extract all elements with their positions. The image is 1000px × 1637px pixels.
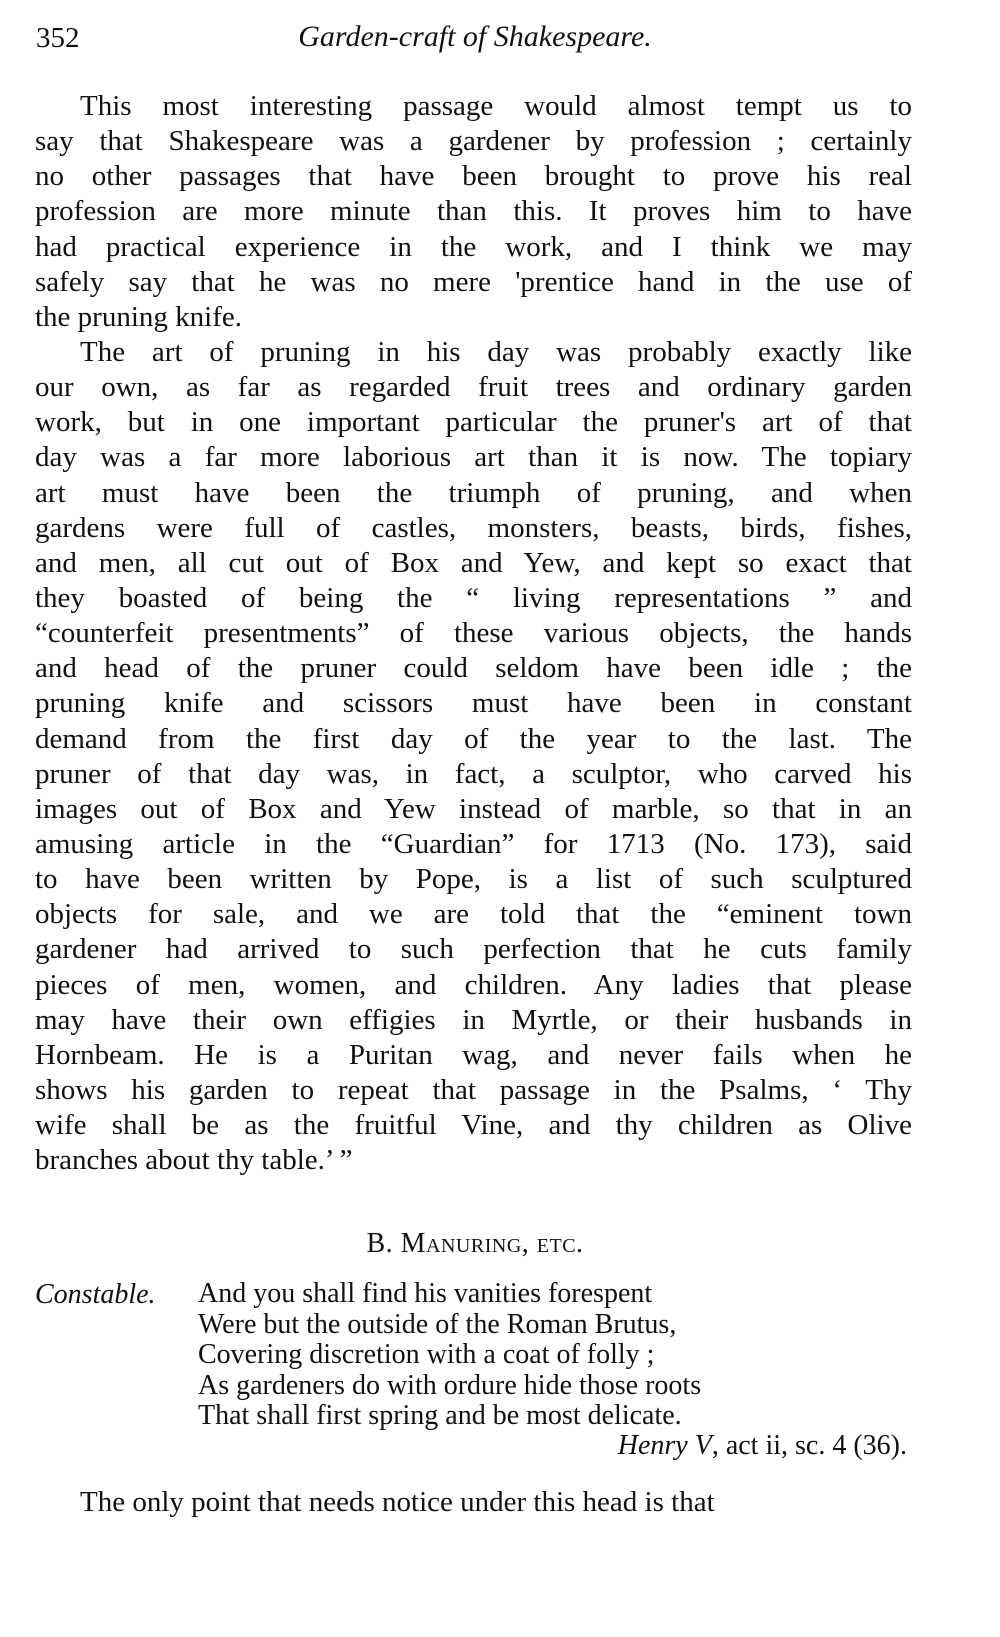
citation-reference: , act ii, sc. 4 (36). [711, 1430, 907, 1461]
text-line: The only point that needs notice under this head is that [80, 1486, 715, 1518]
text-line: had practical experience in the work, and I think we may [35, 230, 912, 263]
text-line: to have been written by Pope, is a list of such sculptured [35, 863, 912, 896]
text-line: day was a far more laborious art than it is now. The topiary [35, 441, 912, 474]
verse-quote [198, 1279, 701, 1432]
text-line: the pruning knife. [35, 300, 242, 333]
text-line: no other passages that have been brought to prove his real [35, 160, 912, 193]
text-line: profession are more minute than this. It proves him to have [35, 195, 912, 228]
paragraph-1 [35, 89, 912, 335]
citation-play: Henry V [617, 1430, 712, 1461]
text-line: pieces of men, women, and children. Any ladies that please [35, 968, 912, 1001]
text-line: gardens were full of castles, monsters, beasts, birds, fishes, [35, 511, 912, 544]
text-line: our own, as far as regarded fruit trees and ordinary garden [35, 371, 912, 404]
running-title: Garden-craft of Shakespeare. [298, 20, 652, 53]
paragraph-2 [35, 335, 912, 1178]
text-line: The art of pruning in his day was probably exactly like [80, 336, 912, 368]
text-line: images out of Box and Yew instead of marble, so that in an [35, 792, 912, 825]
text-line: and head of the pruner could seldom have been idle ; the [35, 652, 912, 685]
verse-line: As gardeners do with ordure hide those roots [198, 1369, 702, 1401]
text-line: work, but in one important particular the pruner's art of that [35, 406, 912, 439]
text-line: demand from the first day of the year to the last. The [35, 722, 912, 755]
text-line: This most interesting passage would almost tempt us to [80, 90, 912, 122]
text-line: “counterfeit presentments” of these various objects, the hands [35, 617, 912, 650]
final-paragraph [35, 1485, 912, 1520]
text-line: amusing article in the “Guardian” for 1713 (No. 173), said [35, 827, 912, 860]
text-line: they boasted of being the “ living representations ” and [35, 581, 912, 614]
text-line: safely say that he was no mere 'prentice hand in the use of [35, 265, 912, 298]
quote-citation [618, 1430, 907, 1462]
text-line: and men, all cut out of Box and Yew, and kept so exact that [35, 546, 912, 579]
page-number: 352 [36, 22, 80, 54]
verse-line: That shall first spring and be most delicate. [198, 1400, 682, 1432]
verse-line: Were but the outside of the Roman Brutus, [198, 1308, 677, 1340]
section-heading: B. Manuring, etc. [366, 1228, 584, 1259]
text-line: pruning knife and scissors must have been in constant [35, 687, 912, 720]
text-line: objects for sale, and we are told that the “eminent town [35, 898, 912, 931]
text-line: branches about thy table.’ ” [35, 1144, 353, 1177]
text-line: say that Shakespeare was a gardener by profession ; certainly [35, 125, 912, 158]
text-line: pruner of that day was, in fact, a sculptor, who carved his [35, 757, 912, 790]
verse-line: Covering discretion with a coat of folly ; [198, 1339, 655, 1371]
text-line: Hornbeam. He is a Puritan wag, and never fails when he [35, 1038, 912, 1071]
verse-line: And you shall find his vanities forespent [198, 1278, 653, 1309]
text-line: wife shall be as the fruitful Vine, and thy children as Olive [35, 1109, 912, 1142]
text-line: shows his garden to repeat that passage in the Psalms, ‘ Thy [35, 1073, 912, 1106]
text-line: art must have been the triumph of pruning, and when [35, 476, 912, 509]
quote-speaker: Constable. [35, 1279, 156, 1310]
text-line: may have their own effigies in Myrtle, or their husbands in [35, 1003, 912, 1036]
text-line: gardener had arrived to such perfection that he cuts family [35, 933, 912, 966]
